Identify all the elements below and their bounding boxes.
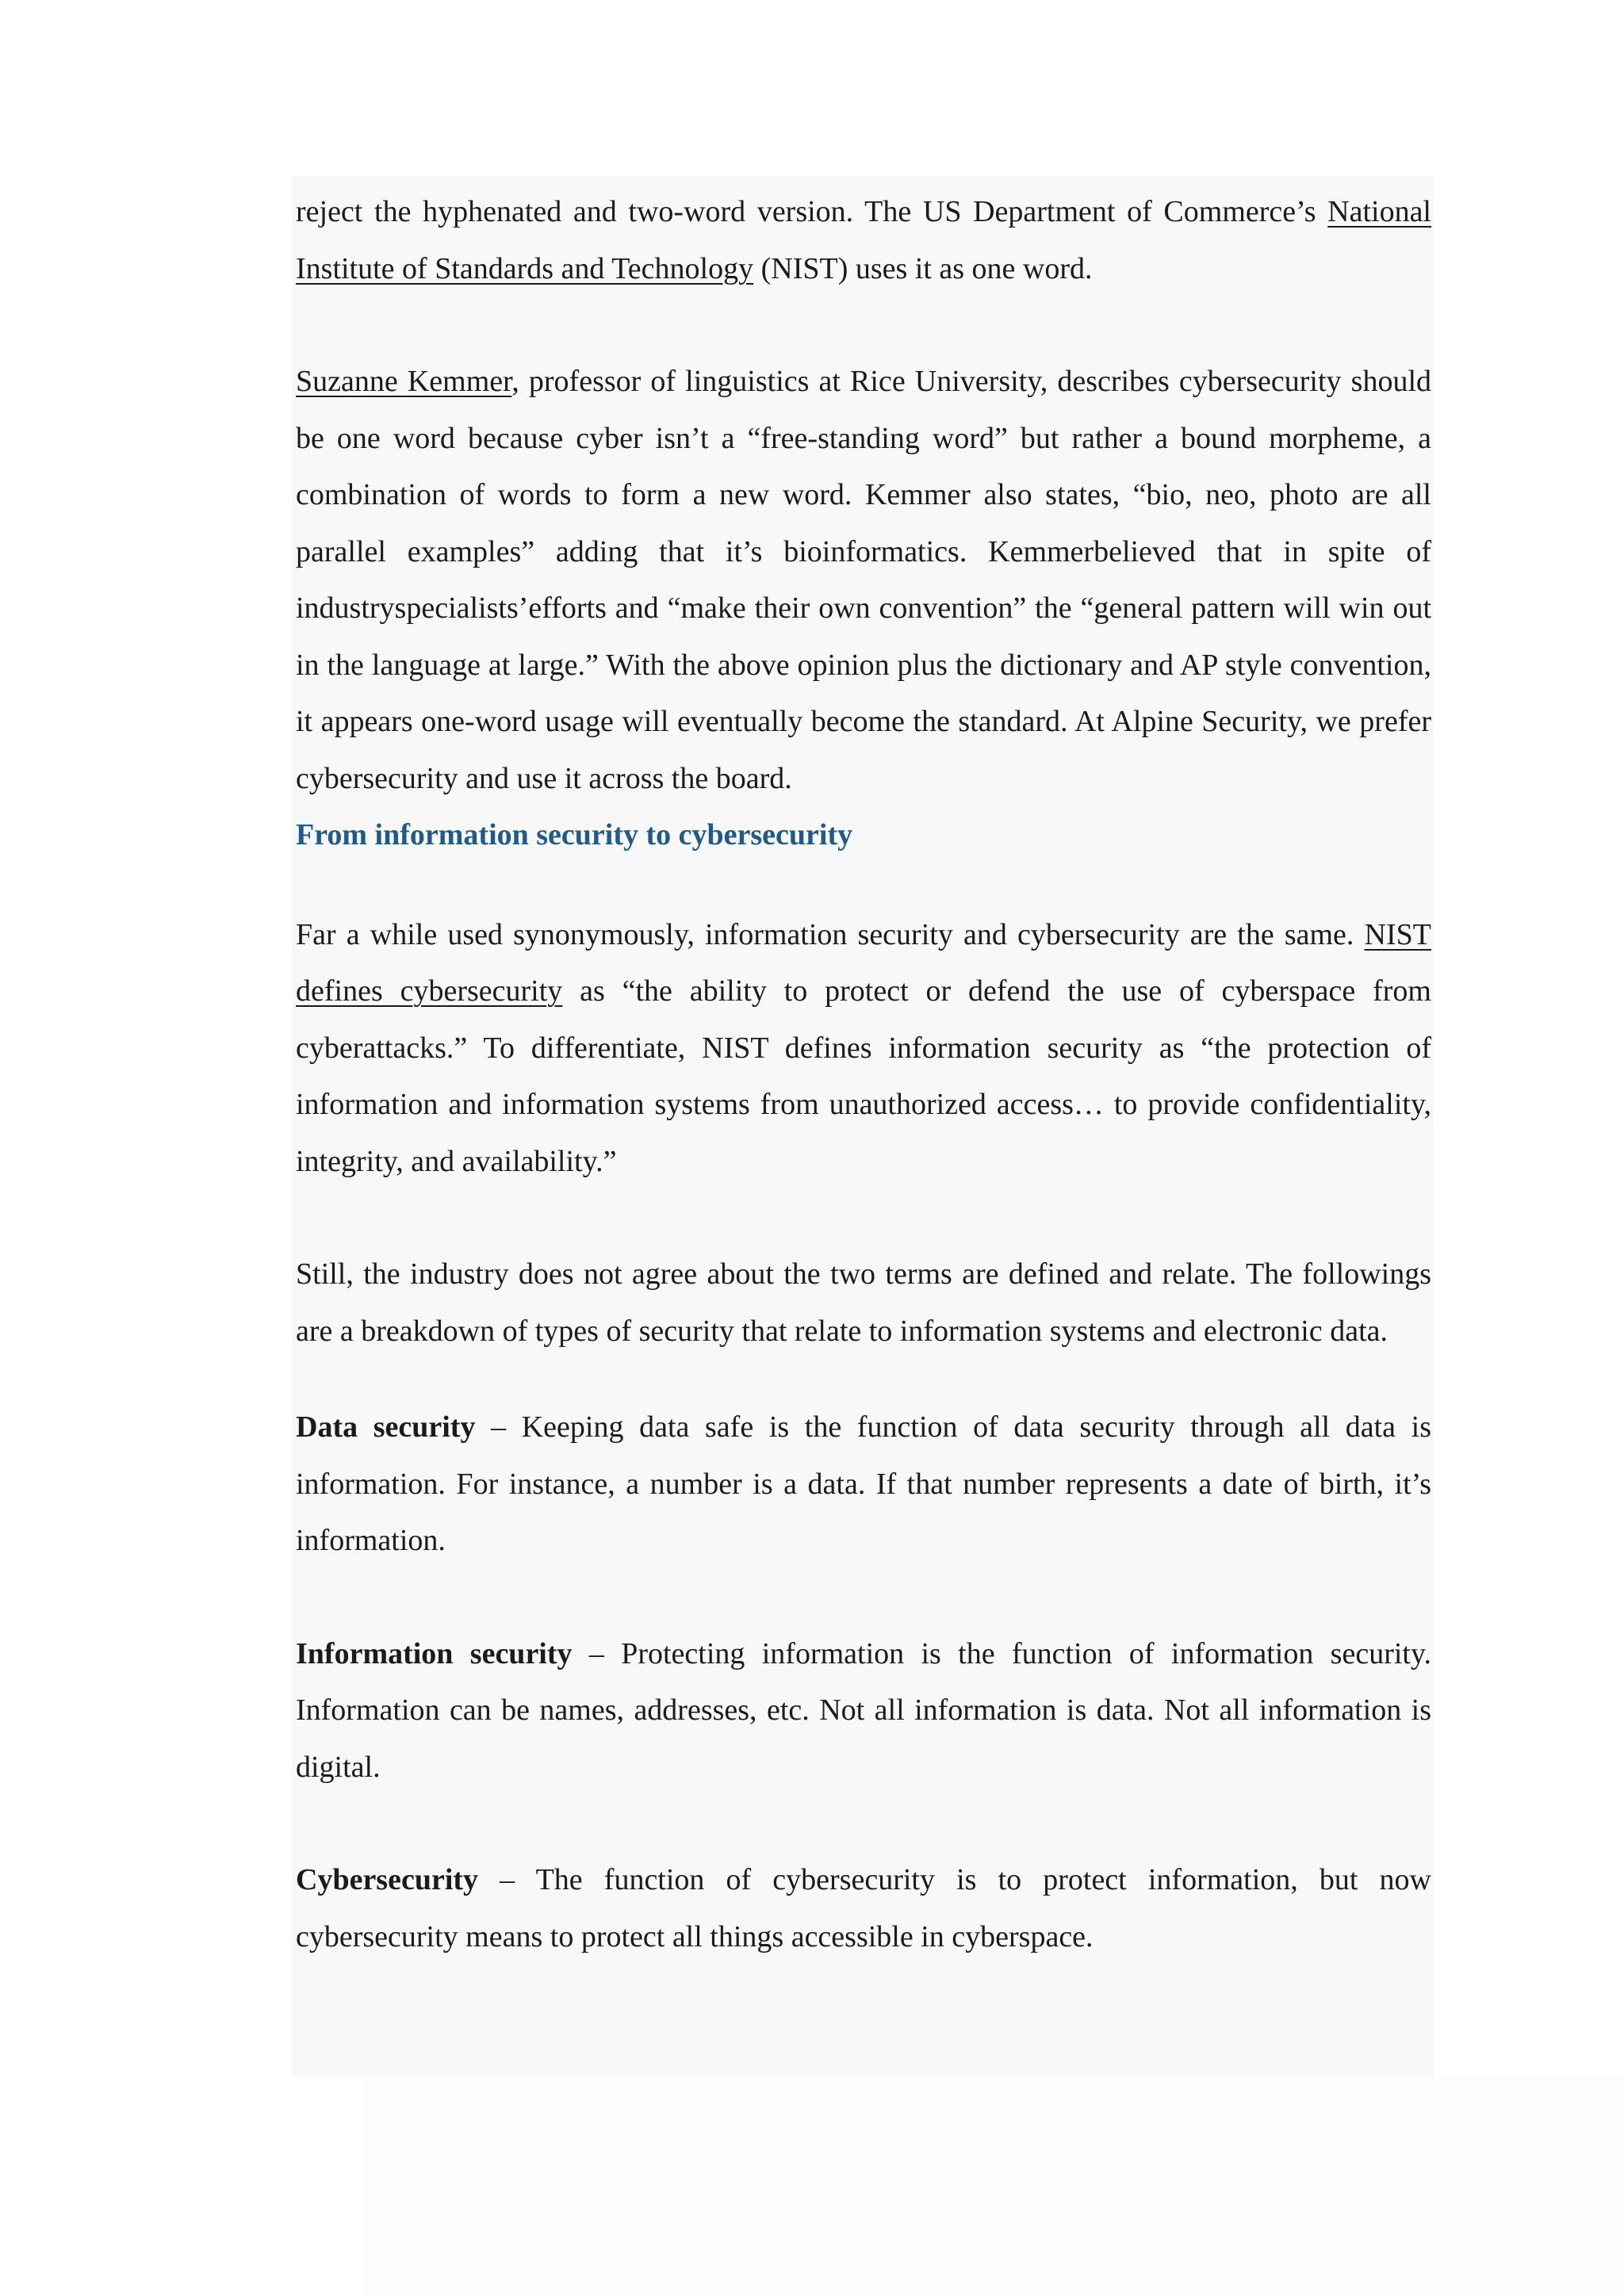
paragraph-industry	[296, 1246, 1431, 1360]
paragraph-text: – Protecting information is the function of information security. Information can be names, addresses, etc. Not all information is data. Not all information is digital.	[296, 1636, 1431, 1784]
paragraph-nist-naming	[296, 184, 1431, 297]
term-cybersecurity: Cybersecurity	[296, 1863, 479, 1896]
section-heading: From information security to cybersecurity	[296, 818, 853, 851]
paragraph-data-security	[296, 1399, 1431, 1570]
paragraph-text: reject the hyphenated and two-word version. The US Department of Commerce’s	[296, 195, 1328, 228]
nist-defines-cybersecurity-link[interactable]: NIST defines cybersecurity	[296, 917, 1431, 1008]
paragraph-text: – The function of cybersecurity is to protect information, but now cybersecurity means to protect all things accessible in cyberspace.	[296, 1863, 1431, 1954]
term-information-security: Information security	[296, 1636, 573, 1670]
paragraph-text: Far a while used synonymously, information security and cybersecurity are the same.	[296, 917, 1365, 951]
paragraph-text: (NIST) uses it as one word.	[753, 251, 1093, 285]
paragraph-text: – Keeping data safe is the function of data security through all data is information. For instance, a number is a data. If that number represents a date of birth, it’s information.	[296, 1410, 1431, 1557]
paragraph-text: as “the ability to protect or defend the use of cyberspace from cyberattacks.” To differentiate, NIST defines information security as “the protection of information and information systems from unauthorized access… to provide confidentiality, integrity, and availability.”	[296, 974, 1431, 1178]
term-data-security: Data security	[296, 1410, 476, 1444]
paragraph-information-security	[296, 1626, 1431, 1797]
paragraph-definitions	[296, 907, 1431, 1191]
page-bottom-shade	[365, 2077, 1624, 2296]
document-body	[296, 184, 1431, 1965]
paragraph-text: Still, the industry does not agree about the two terms are defined and relate. The followings are a breakdown of types of security that relate to information systems and electronic data.	[296, 1257, 1431, 1348]
paragraph-cybersecurity	[296, 1852, 1431, 1965]
paragraph-kemmer	[296, 354, 1431, 807]
suzanne-kemmer-link[interactable]: Suzanne Kemmer	[296, 365, 512, 398]
nist-link[interactable]: National Institute of Standards and Technology	[296, 195, 1431, 285]
paragraph-text: , professor of linguistics at Rice University, describes cybersecurity should be one word because cyber isn’t a “free-standing word” but rather a bound morpheme, a combination of words to form a new word. Kemmer also states, “bio, neo, photo are all parallel examples” adding that it’s bioinformatics. Kemmerbelieved that in spite of industryspecialists’efforts and “make their own convention” the “general pattern will win out in the language at large.” With the above opinion plus the dictionary and AP style convention, it appears one-word usage will eventually become the standard. At Alpine Security, we prefer cybersecurity and use it across the board.	[296, 365, 1432, 795]
